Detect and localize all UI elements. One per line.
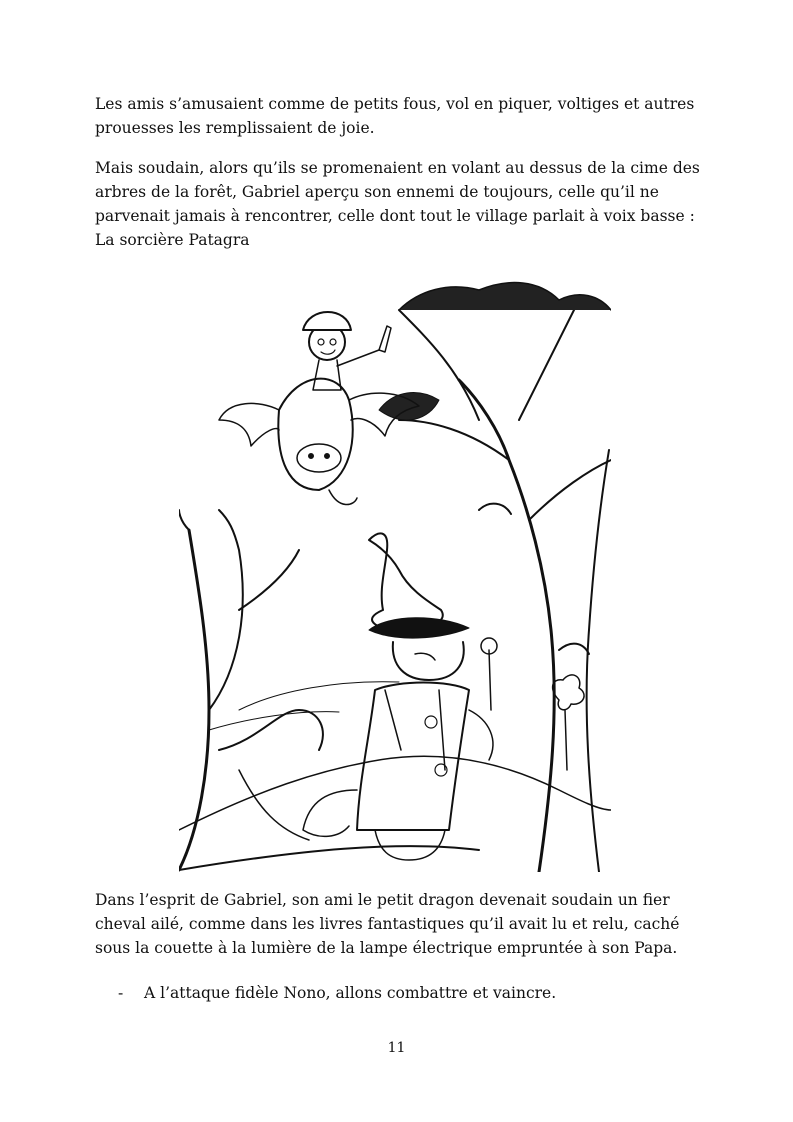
dialogue-text: A l’attaque fidèle Nono, allons combattre et vaincre.	[144, 984, 557, 1002]
text-line: cheval ailé, comme dans les livres fantastiques qu’il avait lu et relu, caché	[95, 915, 680, 933]
page-number: 11	[387, 1040, 406, 1056]
paragraph-1	[95, 92, 715, 140]
text-line: sous la couette à la lumière de la lampe électrique empruntée à son Papa.	[95, 939, 678, 957]
dialogue-dash: -	[118, 984, 124, 1002]
text-line: La sorcière Patagra	[95, 231, 250, 249]
paragraph-2	[95, 156, 715, 252]
text-line: Les amis s’amusaient comme de petits fous, vol en piquer, voltiges et autres	[95, 95, 695, 113]
text-line: arbres de la forêt, Gabriel aperçu son ennemi de toujours, celle qu’il ne	[95, 183, 659, 201]
paragraph-3	[95, 888, 715, 960]
illustration-witch-and-dragon	[179, 270, 611, 872]
text-line: prouesses les remplissaient de joie.	[95, 119, 375, 137]
dialogue-line	[118, 981, 556, 1005]
text-line: Dans l’esprit de Gabriel, son ami le petit dragon devenait soudain un fier	[95, 891, 670, 909]
text-line: parvenait jamais à rencontrer, celle dont tout le village parlait à voix basse :	[95, 207, 695, 225]
text-line: Mais soudain, alors qu’ils se promenaient en volant au dessus de la cime des	[95, 159, 700, 177]
